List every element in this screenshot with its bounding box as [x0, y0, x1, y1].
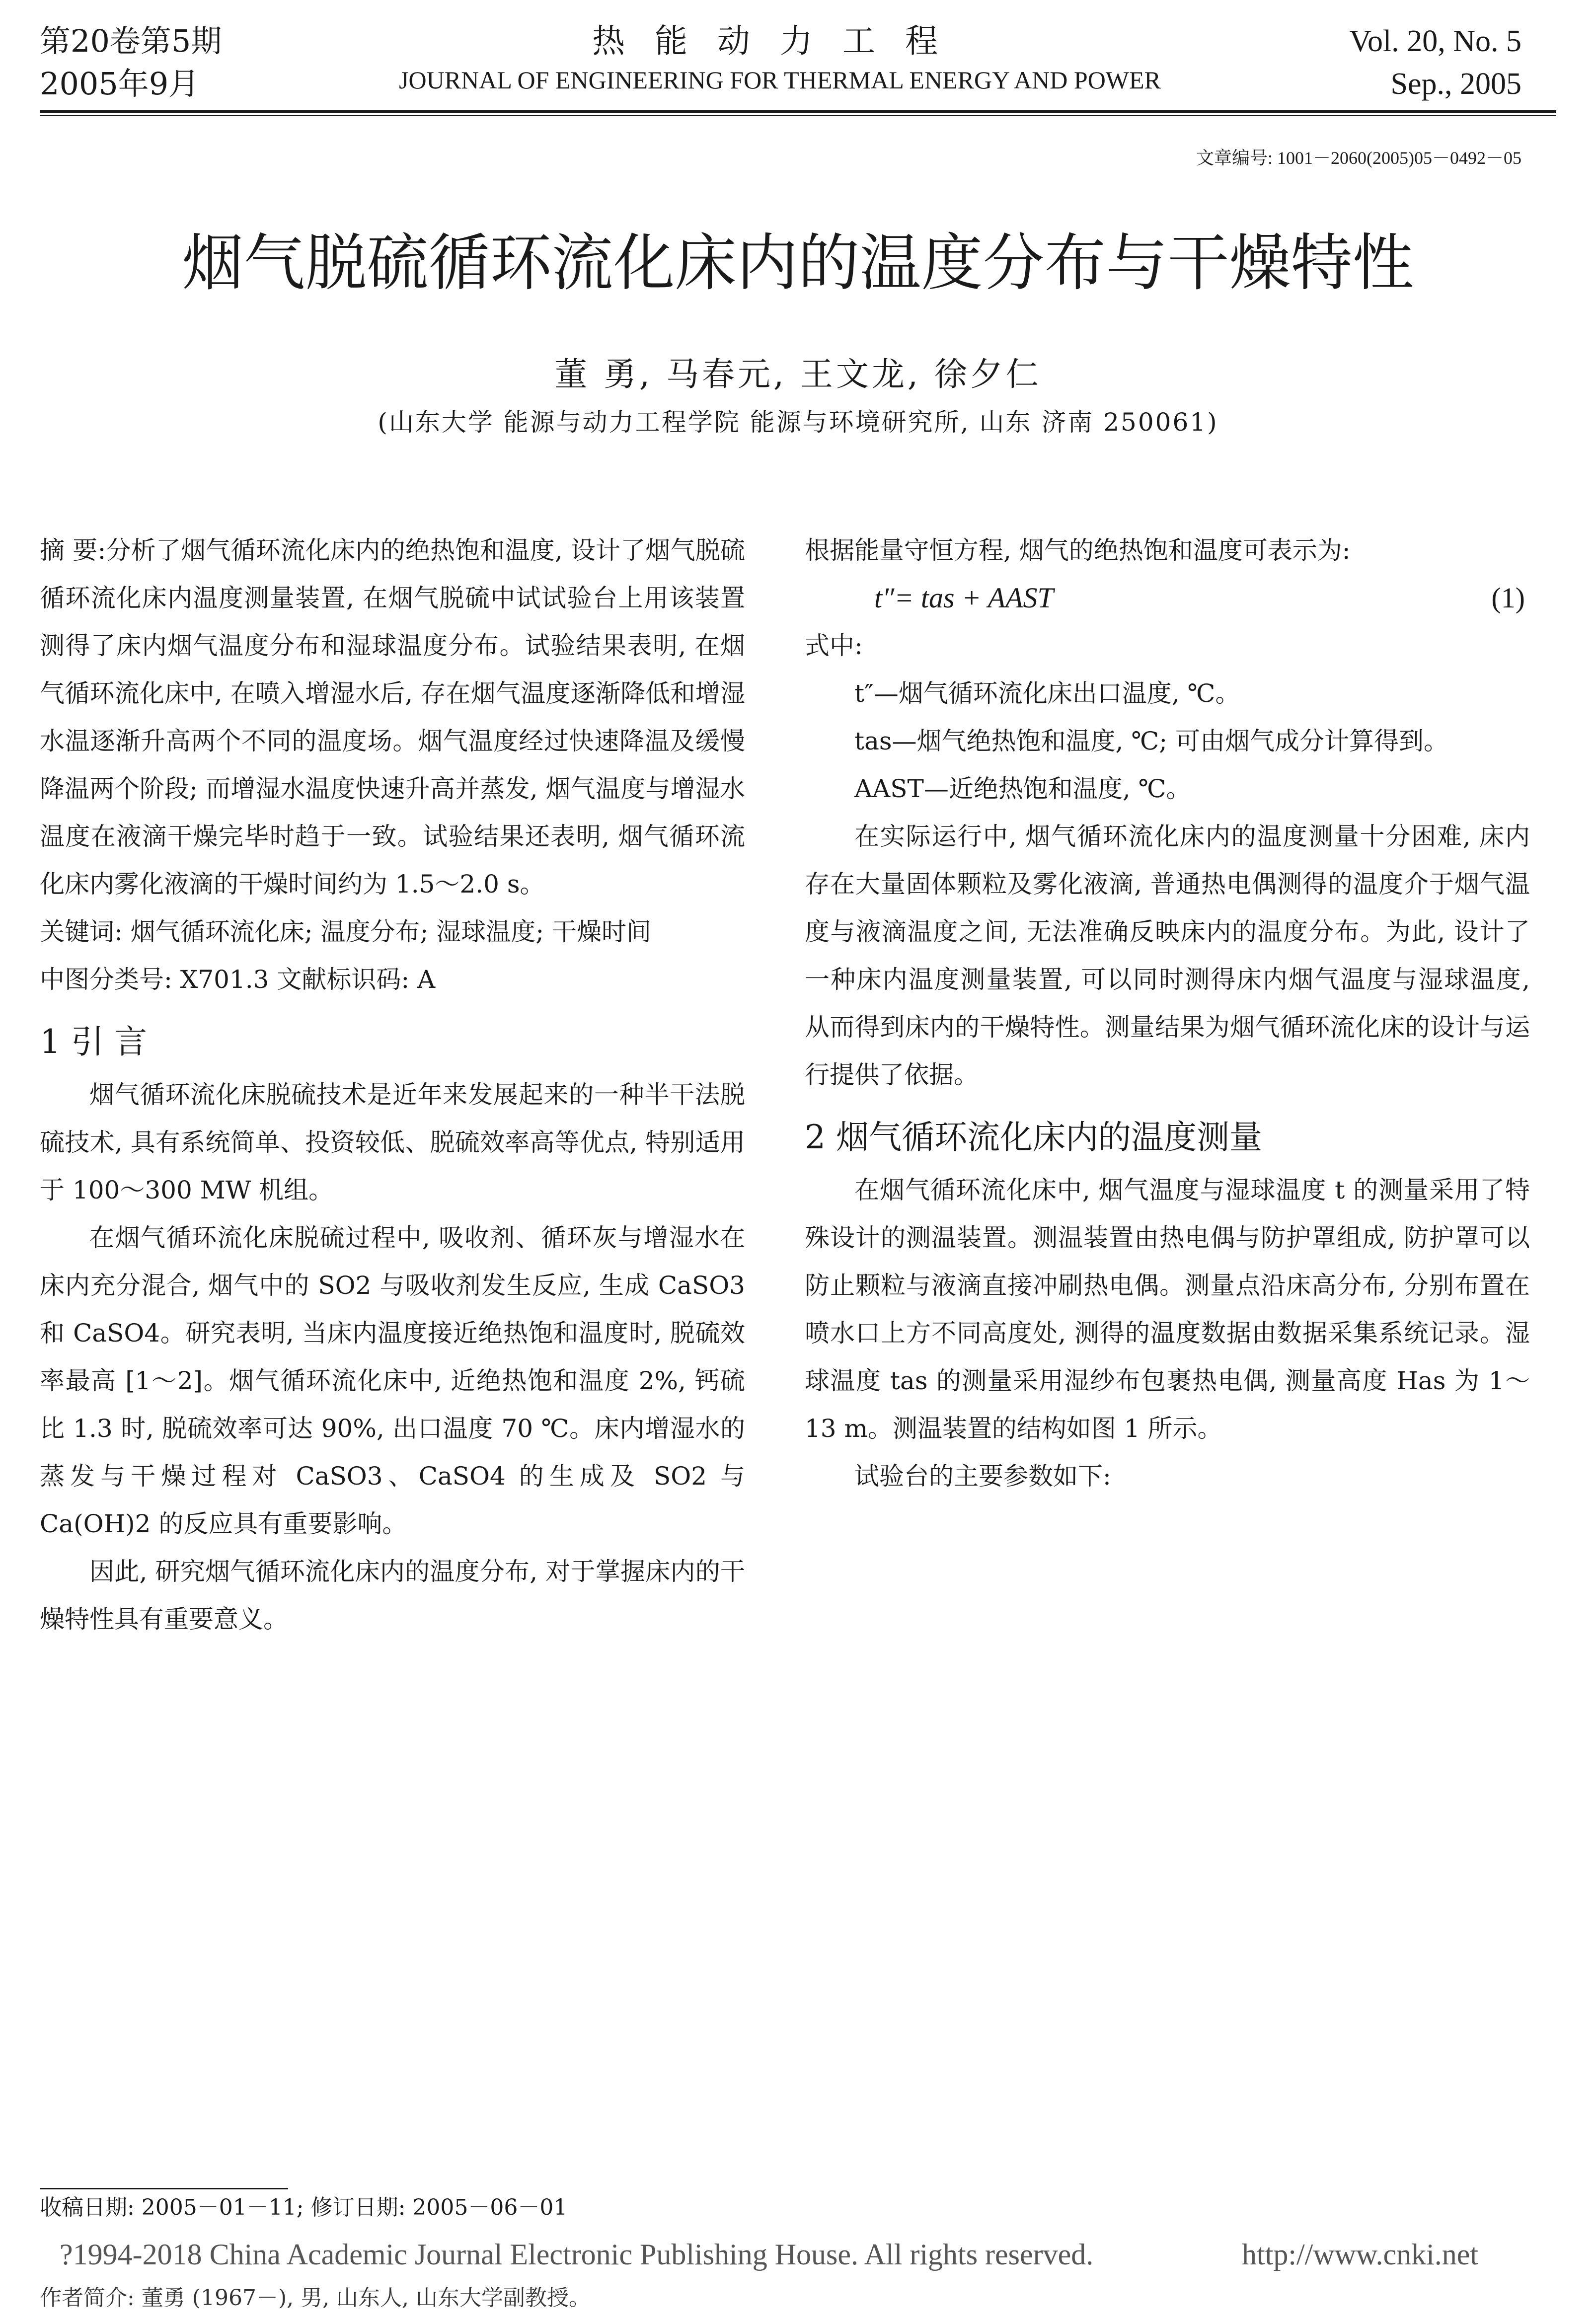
classification: 中图分类号: X701.3 文献标识码: A — [40, 965, 436, 994]
section-1-paragraph: 因此, 研究烟气循环流化床内的温度分布, 对于掌握床内的干燥特性具有重要意义。 — [40, 1557, 745, 1634]
equation-expression: t″= tas + AAST — [874, 582, 1054, 614]
volume-issue-en: Vol. 20, No. 5 — [1349, 24, 1521, 58]
journal-name-cn: 热能动力工程 — [592, 22, 968, 60]
date-en: Sep., 2005 — [1390, 67, 1521, 101]
article-number: 文章编号: 1001－2060(2005)05－0492－05 — [1196, 148, 1521, 168]
section-2-heading: 2 烟气循环流化床内的温度测量 — [805, 1118, 1262, 1156]
abstract-text: 分析了烟气循环流化床内的绝热饱和温度, 设计了烟气脱硫循环流化床内温度测量装置, 在烟气脱硫中试试验台上用该装置测得了床内烟气温度分布和湿球温度分布。试验结果表明, 在烟气循环流化床中, 在喷入增湿水后, 存在烟气温度逐渐降低和增湿水温逐渐升高两个不同的温度场。烟气温度经过快速降温及缓慢降温两个阶段; 而增湿水温度快速升高并蒸发, 烟气温度与增湿水温度在液滴干燥完毕时趋于一致。试验结果还表明, 烟气循环流化床内雾化液滴的干燥时间约为 1.5～2.0 s。 — [40, 536, 745, 898]
website-link[interactable]: http://www.cnki.net — [1242, 2238, 1479, 2271]
copyright-notice: ?1994-2018 China Academic Journal Electronic Publishing House. All rights reserved. — [60, 2238, 1094, 2271]
section-2-paragraph: 在烟气循环流化床中, 烟气温度与湿球温度 t 的测量采用了特殊设计的测温装置。测温装置由热电偶与防护罩组成, 防护罩可以防止颗粒与液滴直接冲刷热电偶。测量点沿床高分布, 分别布置在喷水口上方不同高度处, 测得的温度数据由数据采集系统记录。湿球温度 tas 的测量采用湿纱布包裹热电偶, 测量高度 Has 为 1～13 m。测温装置的结构如图 1 所示。 — [805, 1176, 1530, 1443]
volume-issue-cn: 第20卷第5期 — [40, 23, 222, 59]
equation-number: (1) — [1491, 582, 1525, 614]
definition: AAST—近绝热饱和温度, ℃。 — [854, 774, 1191, 803]
date-cn: 2005年9月 — [40, 66, 200, 102]
equation-1 — [805, 574, 1530, 622]
abstract-label: 摘 要: — [40, 536, 106, 565]
received-date: 收稿日期: 2005－01－11; 修订日期: 2005－06－01 — [40, 2195, 568, 2220]
definition: tas—烟气绝热饱和温度, ℃; 可由烟气成分计算得到。 — [854, 727, 1449, 755]
journal-issue-left — [40, 20, 222, 105]
author-bio: 作者简介: 董勇 (1967－), 男, 山东人, 山东大学副教授。 — [40, 2285, 591, 2311]
right-paragraph: 在实际运行中, 烟气循环流化床内的温度测量十分困难, 床内存在大量固体颗粒及雾化液滴, 普通热电偶测得的温度介于烟气温度与液滴温度之间, 无法准确反映床内的温度分布。为此, 设计了一种床内温度测量装置, 可以同时测得床内烟气温度与湿球温度, 从而得到床内的干燥特性。测量结果为烟气循环流化床的设计与运行提供了依据。 — [805, 822, 1530, 1089]
affiliation: (山东大学 能源与动力工程学院 能源与环境研究所, 山东 济南 250061) — [378, 408, 1218, 437]
authors: 董 勇, 马春元, 王文龙, 徐夕仁 — [554, 355, 1042, 393]
abstract — [40, 526, 745, 908]
section-1-heading: 1 引 言 — [40, 1023, 147, 1061]
paper-title: 烟气脱硫循环流化床内的温度分布与干燥特性 — [182, 227, 1414, 299]
header-rule-thin — [40, 115, 1556, 116]
journal-name — [358, 20, 1202, 97]
section-1-paragraph: 在烟气循环流化床脱硫过程中, 吸收剂、循环灰与增湿水在床内充分混合, 烟气中的 SO2 与吸收剂发生反应, 生成 CaSO3 和 CaSO4。研究表明, 当床内温度接近绝热饱和温度时, 脱硫效率最高 [1～2]。烟气循环流化床中, 近绝热饱和温度 2%, 钙硫比 1.3 时, 脱硫效率可达 90%, 出口温度 70 ℃。床内增湿水的蒸发与干燥过程对 CaSO3、CaSO4 的生成及 SO2 与 Ca(OH)2 的反应具有重要影响。 — [40, 1223, 745, 1538]
keywords: 关键词: 烟气循环流化床; 温度分布; 湿球温度; 干燥时间 — [40, 917, 651, 946]
journal-name-en: JOURNAL OF ENGINEERING FOR THERMAL ENERGY AND POWER — [399, 66, 1161, 94]
where-label: 式中: — [805, 631, 863, 660]
journal-issue-right — [1349, 20, 1521, 105]
footnote-rule — [40, 2188, 288, 2189]
formula-intro: 根据能量守恒方程, 烟气的绝热饱和温度可表示为: — [805, 536, 1351, 565]
left-column — [40, 526, 745, 1643]
header-rule — [40, 110, 1556, 113]
right-column — [805, 526, 1530, 1500]
section-1-paragraph: 烟气循环流化床脱硫技术是近年来发展起来的一种半干法脱硫技术, 具有系统简单、投资较低、脱硫效率高等优点, 特别适用于 100～300 MW 机组。 — [40, 1080, 745, 1204]
definition: t″—烟气循环流化床出口温度, ℃。 — [854, 679, 1240, 708]
section-2-paragraph: 试验台的主要参数如下: — [854, 1462, 1111, 1491]
